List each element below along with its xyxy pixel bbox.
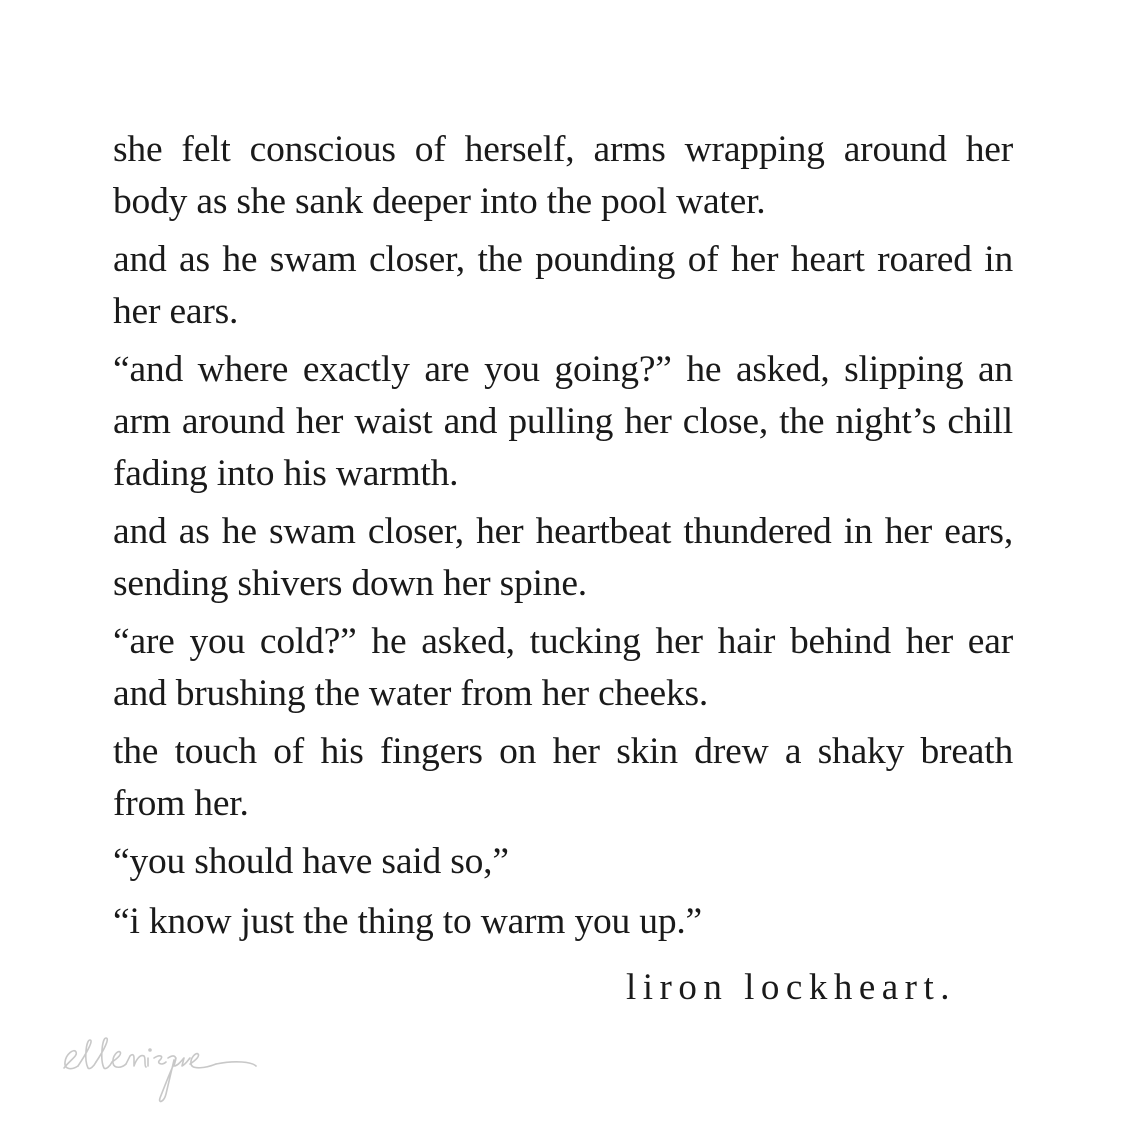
poem-paragraph: “i know just the thing to warm you up.” bbox=[113, 901, 702, 942]
watermark-logo bbox=[56, 1030, 266, 1115]
poem-paragraph: “you should have said so,” bbox=[113, 841, 509, 882]
poem-paragraph: “are you cold?” he asked, tucking her hair behind her ear and brushing the water from her cheeks. bbox=[113, 621, 1013, 714]
poem-paragraph: the touch of his fingers on her skin drew a shaky breath from her. bbox=[113, 731, 1013, 824]
poem-paragraph: and as he swam closer, her heartbeat thundered in her ears, sending shivers down her spine. bbox=[113, 511, 1013, 604]
poem-paragraph: and as he swam closer, the pounding of her heart roared in her ears. bbox=[113, 239, 1013, 332]
author-signature: liron lockheart. bbox=[626, 967, 957, 1008]
poem-body bbox=[113, 124, 1013, 956]
poem-paragraph: “and where exactly are you going?” he asked, slipping an arm around her waist and pulling her close, the night’s chill fading into his warmth. bbox=[113, 349, 1013, 494]
poem-paragraph: she felt conscious of herself, arms wrapping around her body as she sank deeper into the pool water. bbox=[113, 129, 1013, 222]
